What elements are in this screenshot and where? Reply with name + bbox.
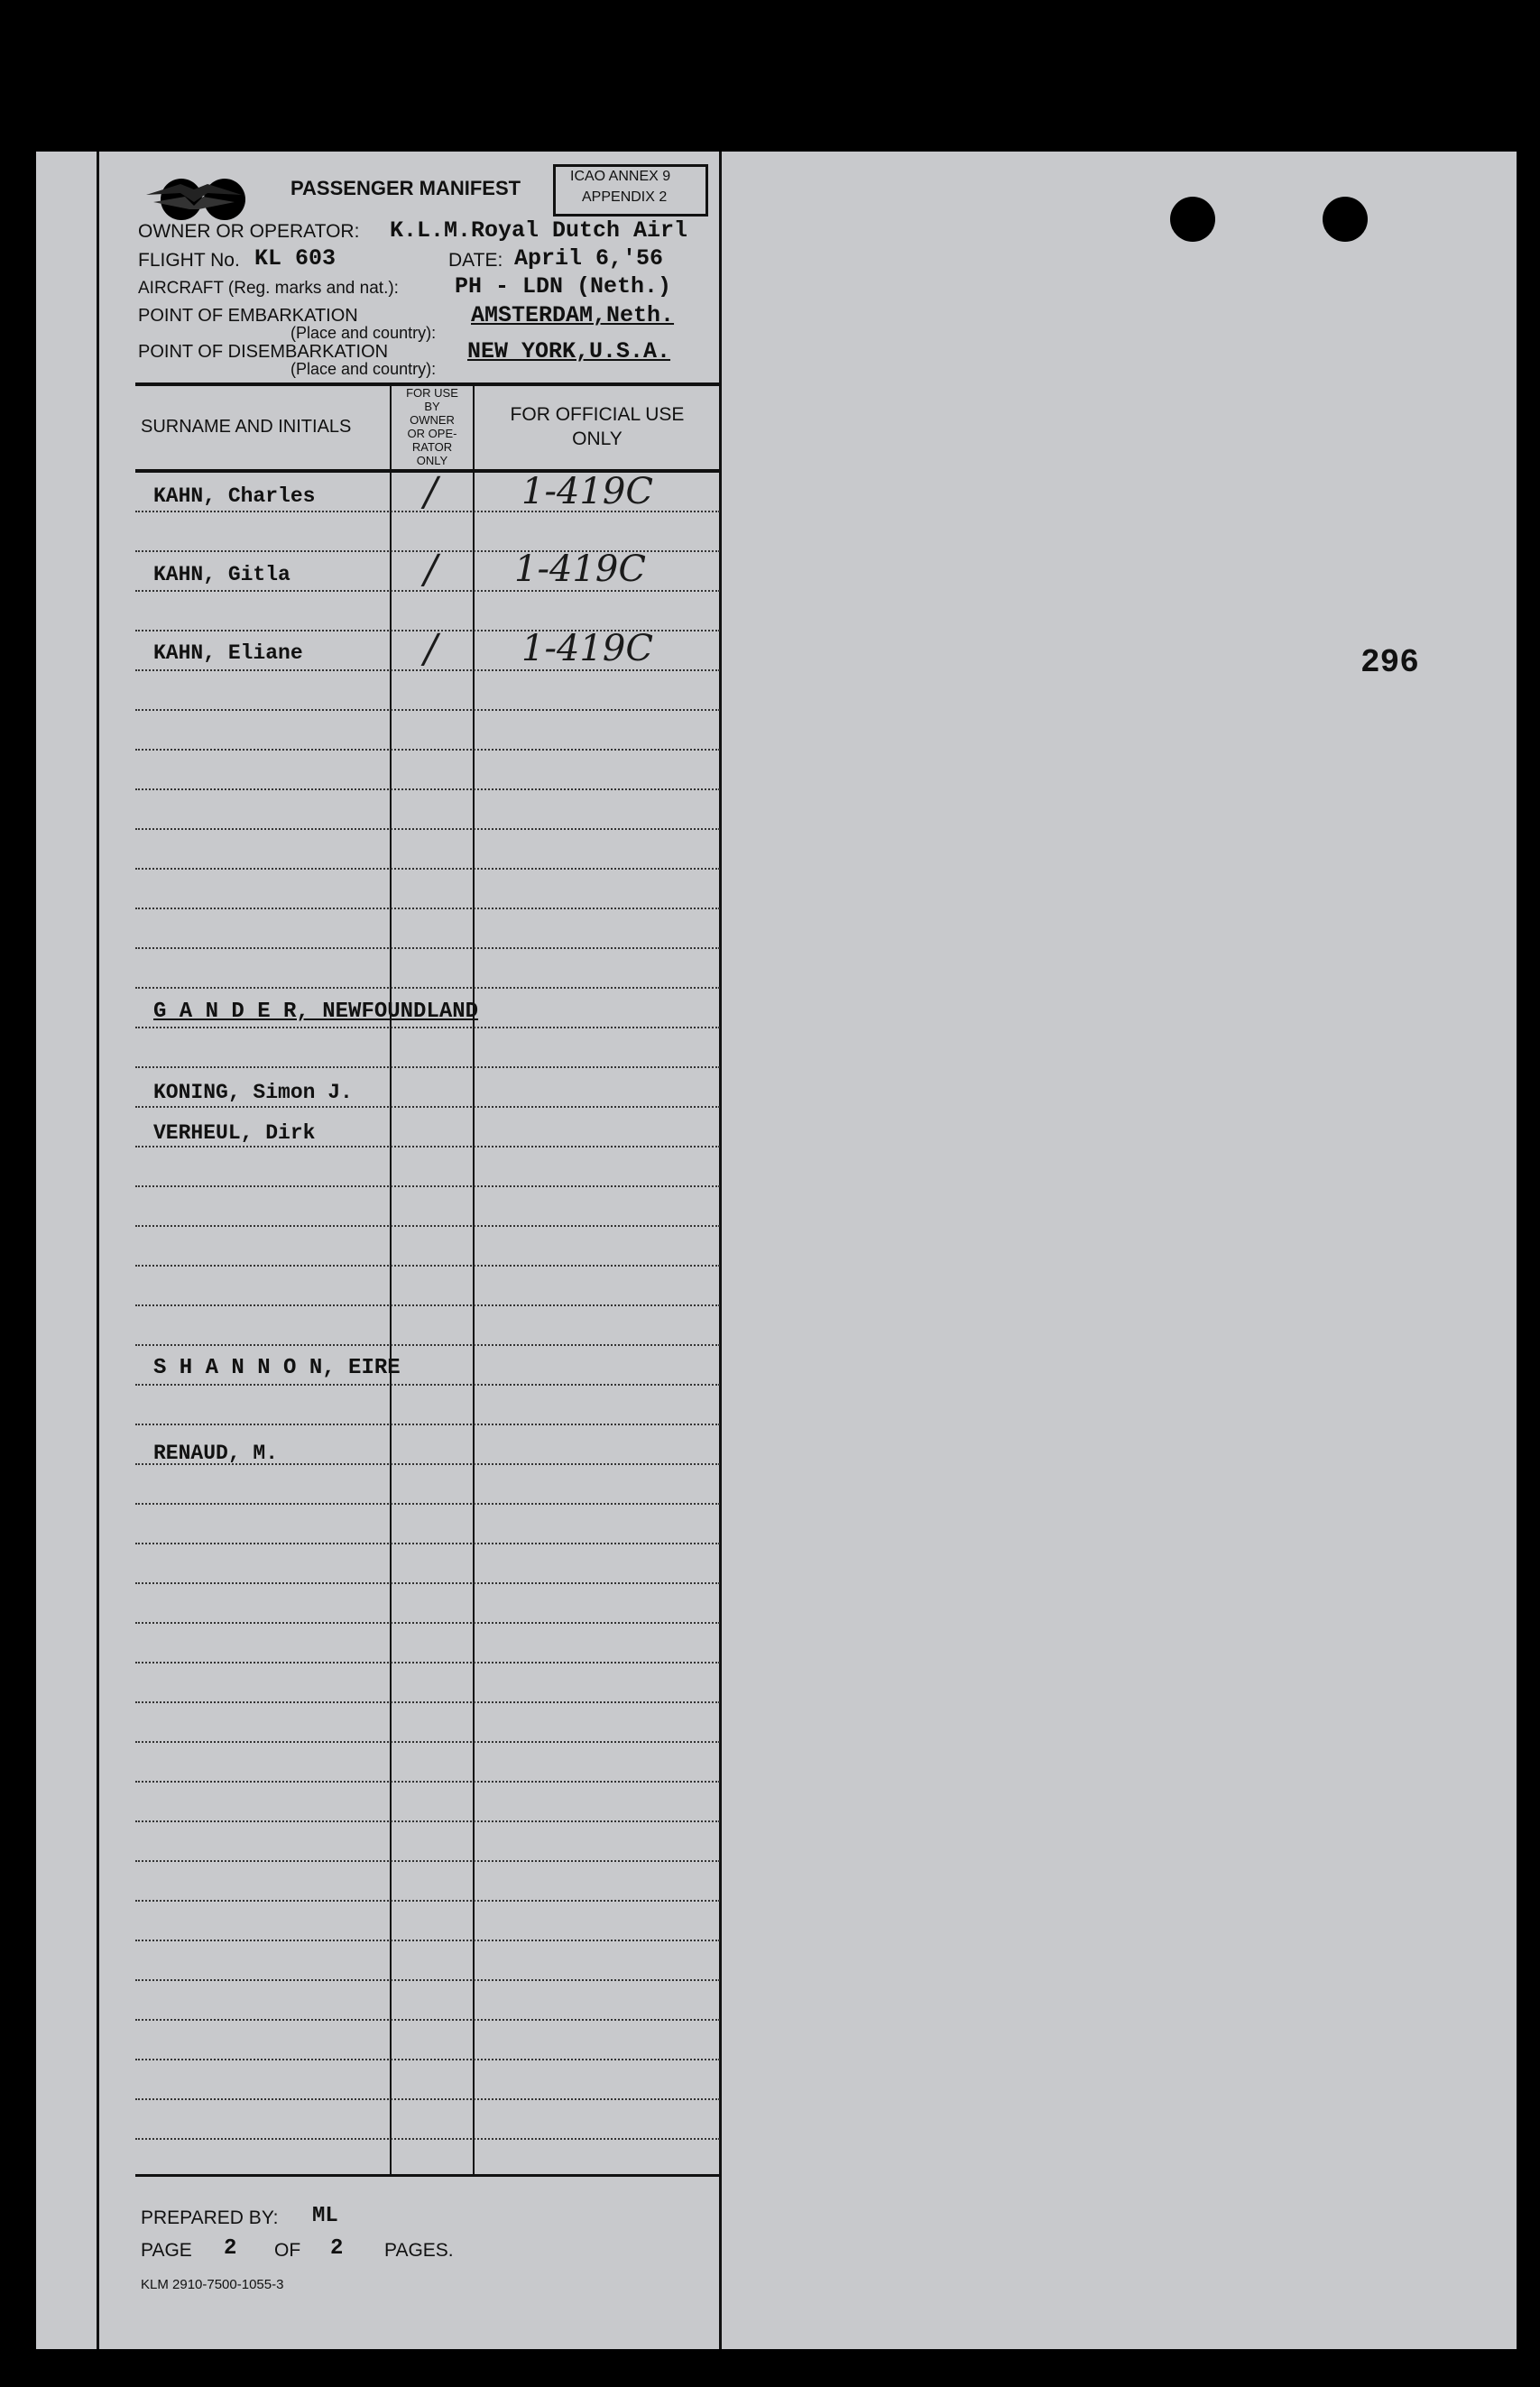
col-header-official-use: FOR OFFICIAL USE ONLY	[510, 404, 685, 449]
pages-label: PAGES.	[384, 2240, 454, 2261]
row-rule	[135, 1146, 720, 1147]
row-rule	[135, 1979, 720, 1981]
row-rule	[135, 1344, 720, 1346]
footer-rule	[135, 2174, 722, 2177]
row-rule	[135, 1543, 720, 1544]
table-row-official: 1-419C	[514, 548, 646, 590]
row-rule	[135, 1424, 720, 1425]
table-row-check: /	[424, 547, 438, 593]
stop-heading: G A N D E R, NEWFOUNDLAND	[153, 1000, 479, 1024]
row-rule	[135, 947, 720, 949]
row-rule	[135, 1622, 720, 1624]
row-rule	[135, 1900, 720, 1902]
row-rule	[135, 1304, 720, 1306]
row-rule	[135, 749, 720, 751]
table-row-check: /	[424, 626, 438, 672]
row-rule	[135, 828, 720, 830]
row-rule	[135, 2138, 720, 2140]
row-rule	[135, 1741, 720, 1743]
of-label: OF	[274, 2240, 301, 2261]
row-rule	[135, 908, 720, 909]
klm-logo-icon	[144, 175, 244, 218]
punch-hole	[1323, 197, 1368, 242]
embarkation-value: AMSTERDAM,Neth.	[471, 302, 675, 328]
page-stamp-number: 296	[1360, 644, 1419, 681]
table-row-official: 1-419C	[521, 471, 653, 512]
table-row-name: KAHN, Gitla	[153, 563, 290, 586]
left-margin-line	[97, 152, 99, 2349]
table-row-name: RENAUD, M.	[153, 1442, 279, 1465]
row-rule	[135, 1781, 720, 1783]
disembarkation-label: POINT OF DISEMBARKATION	[138, 342, 389, 362]
row-rule	[135, 2059, 720, 2060]
row-rule	[135, 1582, 720, 1584]
table-row-official: 1-419C	[521, 628, 653, 669]
table-row-check: /	[424, 469, 438, 515]
row-rule	[135, 1106, 720, 1108]
row-rule	[135, 1503, 720, 1505]
page-total-value: 2	[330, 2236, 344, 2261]
row-rule	[135, 1225, 720, 1227]
row-rule	[135, 1701, 720, 1703]
date-value: April 6,'56	[514, 245, 664, 272]
row-rule	[135, 1860, 720, 1862]
table-row-name: VERHEUL, Dirk	[153, 1121, 316, 1145]
disembarkation-sublabel: (Place and country):	[290, 360, 437, 378]
col-owner-left	[390, 384, 392, 2175]
aircraft-label: AIRCRAFT (Reg. marks and nat.):	[138, 279, 399, 298]
table-row-name: KONING, Simon J.	[153, 1081, 353, 1104]
row-rule	[135, 1066, 720, 1068]
owner-value: K.L.M.Royal Dutch Airl	[390, 217, 688, 244]
embarkation-sublabel: (Place and country):	[290, 324, 437, 342]
prepared-by-value: ML	[312, 2204, 338, 2228]
row-rule	[135, 1384, 720, 1386]
row-rule	[135, 2019, 720, 2021]
aircraft-value: PH - LDN (Neth.)	[455, 273, 672, 300]
row-rule	[135, 709, 720, 711]
prepared-by-label: PREPARED BY:	[141, 2207, 279, 2228]
row-rule	[135, 1265, 720, 1267]
row-rule	[135, 788, 720, 790]
punch-hole	[1170, 197, 1215, 242]
row-rule	[135, 2098, 720, 2100]
embarkation-label: POINT OF EMBARKATION	[138, 306, 358, 326]
icao-annex-label: ICAO ANNEX 9	[570, 169, 671, 184]
col-header-owner-use: FOR USE BY OWNER OR OPE- RATOR ONLY	[406, 386, 458, 467]
stop-heading: S H A N N O N, EIRE	[153, 1356, 401, 1380]
flight-value: KL 603	[254, 245, 337, 272]
page-label: PAGE	[141, 2240, 192, 2261]
row-rule	[135, 1820, 720, 1822]
table-row-name: KAHN, Charles	[153, 484, 316, 508]
form-code: KLM 2910-7500-1055-3	[141, 2277, 284, 2292]
owner-label: OWNER OR OPERATOR:	[138, 221, 360, 242]
table-row-name: KAHN, Eliane	[153, 641, 303, 665]
col-owner-right	[473, 384, 475, 2175]
col-header-surname: SURNAME AND INITIALS	[141, 417, 352, 437]
row-rule	[135, 1662, 720, 1664]
row-rule	[135, 987, 720, 989]
row-rule	[135, 1185, 720, 1187]
manifest-title: PASSENGER MANIFEST	[290, 177, 521, 199]
row-rule	[135, 1027, 720, 1028]
row-rule	[135, 868, 720, 870]
row-rule	[135, 1940, 720, 1941]
page-number-value: 2	[224, 2236, 237, 2261]
disembarkation-value: NEW YORK,U.S.A.	[467, 338, 671, 364]
flight-label: FLIGHT No.	[138, 250, 240, 271]
date-label: DATE:	[448, 250, 503, 271]
icao-appendix-label: APPENDIX 2	[582, 189, 668, 205]
